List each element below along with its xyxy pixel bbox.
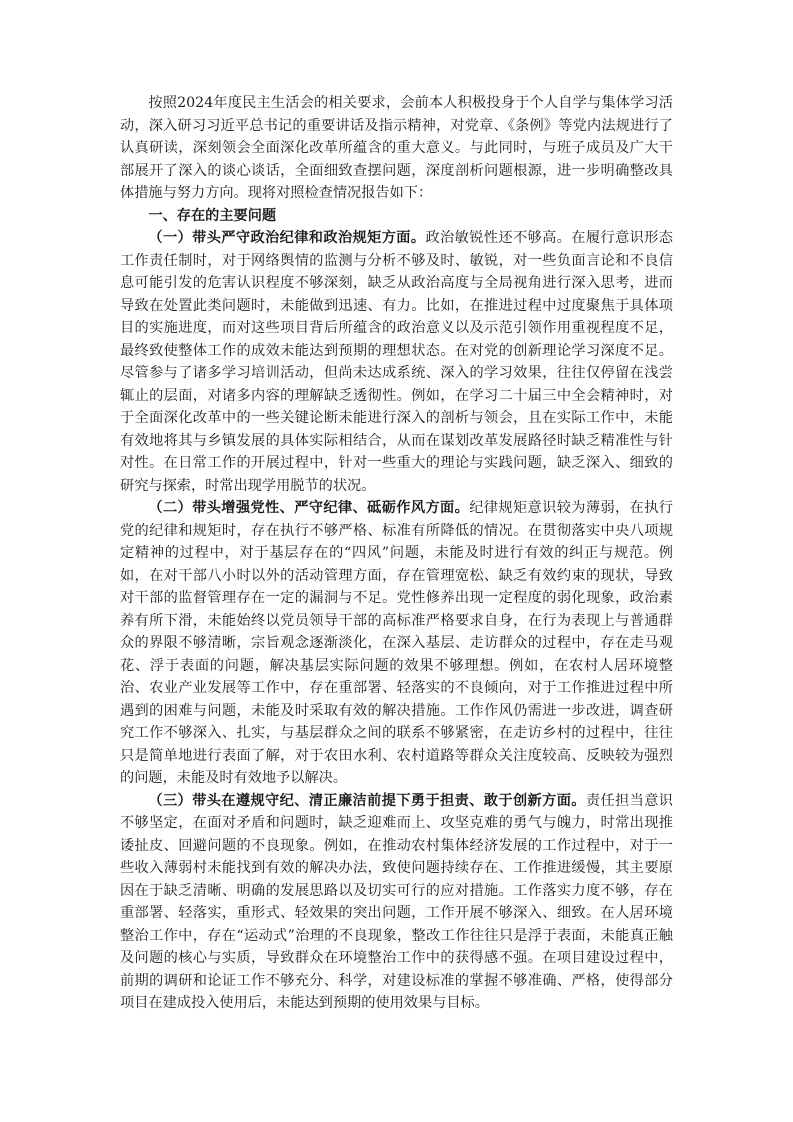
section-title: （二）带头增强党性、严守纪律、砥砺作风方面。 (148, 500, 470, 516)
document-page (120, 92, 673, 1015)
section-title: （三）带头在遵规守纪、清正廉洁前提下勇于担责、敢于创新方面。 (148, 792, 586, 809)
intro-paragraph: 按照2024年度民主生活会的相关要求，会前本人积极投身于个人自学与集体学习活动，深入研习习近平总书记的重要讲话及指示精神，对党章、《条例》等党内法规进行了认真研读，深刻领会全面深化改革所蕴含的重大意义。与此同时，与班子成员及广大干部展开了深入的谈心谈话，全面细致查摆问题，深度剖析问题根源，进一步明确整改具体措施与努力方向。现将对照检查情况报告如下： (120, 95, 673, 201)
section-paragraph (120, 227, 673, 497)
section-body: 政治敏锐性还不够高。在履行意识形态工作责任制时，对于网络舆情的监测与分析不够及时、敏锐，对一些负面言论和不良信息可能引发的危害认识程度不够深刻，缺乏从政治高度与全局视角进行深入思考，进而导致在处置此类问题时，未能做到迅速、有力。比如，在推进过程中过度聚焦于具体项目的实施进度，而对这些项目背后所蕴含的政治意义以及示范引领作用重视程度不足，最终致使整体工作的成效未能达到预期的理想状态。在对党的创新理论学习深度不足。尽管参与了诸多学习培训活动，但尚未达成系统、深入的学习效果，往往仅停留在浅尝辄止的层面，对诸多内容的理解缺乏透彻性。例如，在学习二十届三中全会精神时，对于全面深化改革中的一些关键论断未能进行深入的剖析与领会，且在实际工作中，未能有效地将其与乡镇发展的具体实际相结合，从而在谋划改革发展路径时缺乏精准性与针对性。在日常工作的开展过程中，针对一些重大的理论与实践问题，缺乏深入、细致的研究与探索，时常出现学用脱节的状况。 (120, 230, 673, 494)
section-heading: 一、存在的主要问题 (148, 207, 277, 224)
section-paragraph (120, 790, 673, 1015)
section-title: （一）带头严守政治纪律和政治规矩方面。 (148, 230, 426, 246)
section-body: 责任担当意识不够坚定，在面对矛盾和问题时，缺乏迎难而上、攻坚克难的勇气与魄力，时常出现推诿扯皮、回避问题的不良现象。例如，在推动农村集体经济发展的工作过程中，对于一些收入薄弱村未能找到有效的解决办法，致使问题持续存在、工作推进缓慢，其主要原因在于缺乏清晰、明确的发展思路以及切实可行的应对措施。工作落实力度不够，存在重部署、轻落实，重形式、轻效果的突出问题，工作开展不够深入、细致。在人居环境整治工作中，存在“运动式”治理的不良现象，整改工作往往只是浮于表面，未能真正触及问题的核心与实质，导致群众在环境整治工作中的获得感不强。在项目建设过程中，前期的调研和论证工作不够充分、科学，对建设标准的掌握不够准确、严格，使得部分项目在建成投入使用后，未能达到预期的使用效果与目标。 (120, 792, 673, 1011)
section-paragraph (120, 497, 673, 790)
section-body: 纪律规矩意识较为薄弱，在执行党的纪律和规矩时，存在执行不够严格、标准有所降低的情况。在贯彻落实中央八项规定精神的过程中，对于基层存在的“四风”问题，未能及时进行有效的纠正与规范。例如，在对干部八小时以外的活动管理方面，存在管理宽松、缺乏有效约束的现状，导致对干部的监督管理存在一定的漏洞与不足。党性修养出现一定程度的弱化现象，政治素养有所下滑，未能始终以党员领导干部的高标准严格要求自身，在行为表现上与普通群众的界限不够清晰，宗旨观念逐渐淡化，在深入基层、走访群众的过程中，存在走马观花、浮于表面的问题，解决基层实际问题的效果不够理想。例如，在农村人居环境整治、农业产业发展等工作中，存在重部署、轻落实的不良倾向，对于工作推进过程中所遇到的困难与问题，未能及时采取有效的解决措施。工作作风仍需进一步改进，调查研究工作不够深入、扎实，与基层群众之间的联系不够紧密，在走访乡村的过程中，往往只是简单地进行表面了解，对于农田水利、农村道路等群众关注度较高、反映较为强烈的问题，未能及时有效地予以解决。 (120, 500, 673, 786)
